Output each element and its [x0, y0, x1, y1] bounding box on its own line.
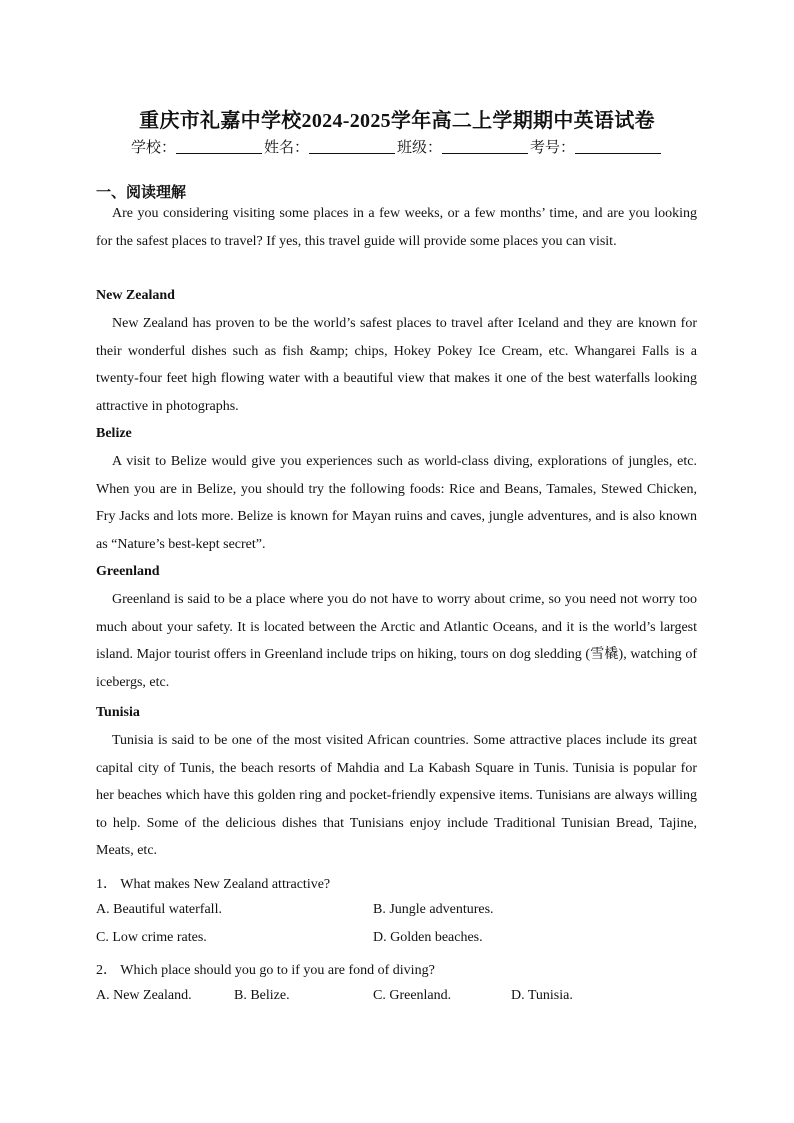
section-heading: 一、阅读理解 — [96, 183, 187, 201]
question-2-stem: 2． Which place should you go to if you are fond of diving? — [96, 963, 435, 978]
place-text-greenland: Greenland is said to be a place where you do not have to worry about crime, so you need not worry too much about your safety. It is located between the Arctic and Atlantic Oceans, and it is the world’s largest island. Major tourist offers in Greenland include trips on hiking, tours on dog sledding (雪橇), watching of icebergs, etc. — [96, 592, 697, 690]
q2-option-a[interactable]: A. New Zealand. — [96, 988, 192, 1003]
class-blank[interactable] — [442, 139, 528, 154]
q1-option-a[interactable]: A. Beautiful waterfall. — [96, 902, 222, 917]
number-label: 考号： — [530, 138, 576, 156]
name-label: 姓名： — [263, 138, 309, 156]
number-blank[interactable] — [575, 139, 661, 154]
q2-option-c[interactable]: C. Greenland. — [373, 988, 452, 1003]
student-info-line — [0, 136, 794, 157]
place-heading-belize: Belize — [96, 426, 132, 441]
place-text-tunisia: Tunisia is said to be one of the most visited African countries. Some attractive places include its great capital city of Tunis, the beach resorts of Mahdia and La Kabash Square in Tunis. Tunisia is popular for her beaches which have this golden ring and pocket-friendly expensive items. Tunisians are always willing to help. Some of the delicious dishes that Tunisians enjoy include Traditional Tunisian Bread, Tajine, Meats, etc. — [96, 733, 697, 859]
page-title: 重庆市礼嘉中学校2024-2025学年高二上学期期中英语试卷 — [139, 110, 655, 132]
class-label: 班级： — [397, 138, 443, 156]
name-blank[interactable] — [309, 139, 395, 154]
place-heading-greenland: Greenland — [96, 564, 160, 579]
q1-option-c[interactable]: C. Low crime rates. — [96, 930, 207, 945]
place-text-new-zealand: New Zealand has proven to be the world’s safest places to travel after Iceland and they are known for their wonderful dishes such as fish &amp; chips, Hokey Pokey Ice Cream, etc. Whangarei Falls is a twenty-four feet high flowing water with a beautiful view that makes it one of the best waterfalls looking attractive in photographs. — [96, 316, 697, 414]
place-heading-tunisia: Tunisia — [96, 705, 140, 720]
q1-option-d[interactable]: D. Golden beaches. — [373, 930, 483, 945]
school-label: 学校： — [130, 138, 176, 156]
q1-option-b[interactable]: B. Jungle adventures. — [373, 902, 494, 917]
place-heading-new-zealand: New Zealand — [96, 288, 175, 303]
q2-option-b[interactable]: B. Belize. — [234, 988, 290, 1003]
school-blank[interactable] — [176, 139, 262, 154]
passage-intro: Are you considering visiting some places in a few weeks, or a few months’ time, and are you looking for the safest places to travel? If yes, this travel guide will provide some places you can visit. — [96, 206, 697, 249]
question-1-stem: 1． What makes New Zealand attractive? — [96, 877, 331, 892]
place-text-belize: A visit to Belize would give you experiences such as world-class diving, explorations of jungles, etc. When you are in Belize, you should try the following foods: Rice and Beans, Tamales, Stewed Chicken, Fry Jacks and lots more. Belize is known for Mayan ruins and caves, jungle adventures, and is also known as “Nature’s best-kept secret”. — [96, 454, 697, 552]
q2-option-d[interactable]: D. Tunisia. — [511, 988, 573, 1003]
